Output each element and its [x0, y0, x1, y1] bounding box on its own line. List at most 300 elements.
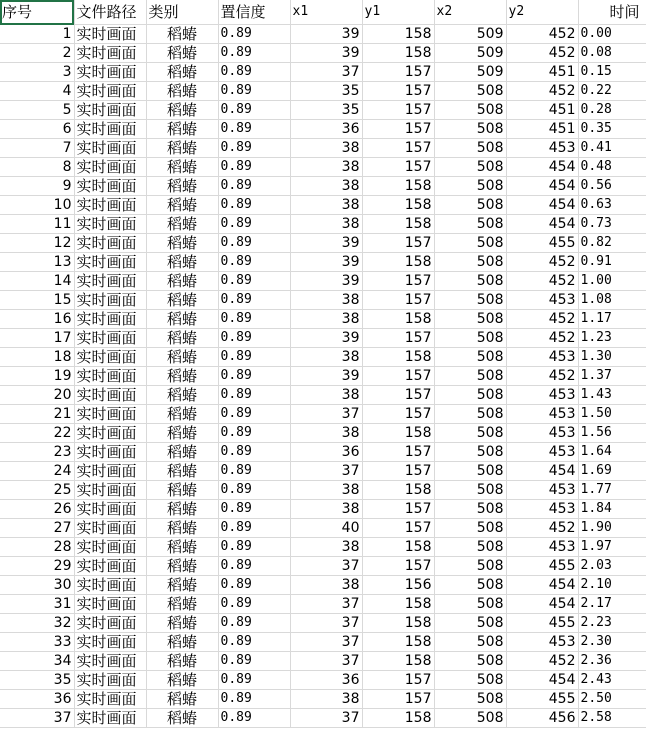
cell-category[interactable]: 稻蝽: [146, 690, 218, 709]
cell-y1[interactable]: 158: [362, 538, 434, 557]
cell-y2[interactable]: 453: [506, 348, 578, 367]
cell-y2[interactable]: 453: [506, 291, 578, 310]
cell-category[interactable]: 稻蝽: [146, 139, 218, 158]
cell-category[interactable]: 稻蝽: [146, 443, 218, 462]
cell-confidence[interactable]: 0.89: [218, 253, 290, 272]
cell-y2[interactable]: 452: [506, 44, 578, 63]
cell-y1[interactable]: 158: [362, 424, 434, 443]
cell-x2[interactable]: 509: [434, 44, 506, 63]
cell-category[interactable]: 稻蝽: [146, 709, 218, 728]
cell-y2[interactable]: 451: [506, 120, 578, 139]
cell-confidence[interactable]: 0.89: [218, 462, 290, 481]
cell-x2[interactable]: 508: [434, 234, 506, 253]
cell-time[interactable]: 1.77: [578, 481, 646, 500]
cell-y2[interactable]: 453: [506, 633, 578, 652]
cell-category[interactable]: 稻蝽: [146, 196, 218, 215]
cell-confidence[interactable]: 0.89: [218, 196, 290, 215]
cell-time[interactable]: 2.36: [578, 652, 646, 671]
cell-file-path[interactable]: 实时画面: [74, 253, 146, 272]
cell-category[interactable]: 稻蝽: [146, 576, 218, 595]
cell-x2[interactable]: 508: [434, 500, 506, 519]
cell-x2[interactable]: 508: [434, 291, 506, 310]
cell-time[interactable]: 1.84: [578, 500, 646, 519]
header-cell-category[interactable]: 类别: [146, 0, 218, 25]
cell-confidence[interactable]: 0.89: [218, 158, 290, 177]
cell-y1[interactable]: 157: [362, 158, 434, 177]
cell-confidence[interactable]: 0.89: [218, 367, 290, 386]
cell-index[interactable]: 18: [0, 348, 74, 367]
cell-index[interactable]: 5: [0, 101, 74, 120]
cell-y1[interactable]: 157: [362, 120, 434, 139]
cell-y2[interactable]: 452: [506, 25, 578, 44]
cell-time[interactable]: 0.41: [578, 139, 646, 158]
cell-file-path[interactable]: 实时画面: [74, 709, 146, 728]
cell-x2[interactable]: 508: [434, 690, 506, 709]
cell-y2[interactable]: 451: [506, 63, 578, 82]
cell-confidence[interactable]: 0.89: [218, 443, 290, 462]
cell-category[interactable]: 稻蝽: [146, 481, 218, 500]
cell-y1[interactable]: 157: [362, 500, 434, 519]
cell-x1[interactable]: 39: [290, 44, 362, 63]
cell-x2[interactable]: 508: [434, 196, 506, 215]
cell-x1[interactable]: 38: [290, 291, 362, 310]
cell-y2[interactable]: 455: [506, 234, 578, 253]
cell-y1[interactable]: 158: [362, 310, 434, 329]
cell-x1[interactable]: 37: [290, 633, 362, 652]
cell-x1[interactable]: 39: [290, 25, 362, 44]
cell-time[interactable]: 2.23: [578, 614, 646, 633]
cell-x2[interactable]: 508: [434, 215, 506, 234]
cell-y2[interactable]: 454: [506, 576, 578, 595]
cell-time[interactable]: 0.91: [578, 253, 646, 272]
cell-y2[interactable]: 452: [506, 329, 578, 348]
cell-x2[interactable]: 508: [434, 519, 506, 538]
cell-confidence[interactable]: 0.89: [218, 519, 290, 538]
cell-index[interactable]: 10: [0, 196, 74, 215]
cell-time[interactable]: 0.56: [578, 177, 646, 196]
cell-confidence[interactable]: 0.89: [218, 614, 290, 633]
cell-category[interactable]: 稻蝽: [146, 63, 218, 82]
cell-confidence[interactable]: 0.89: [218, 63, 290, 82]
cell-index[interactable]: 27: [0, 519, 74, 538]
cell-y2[interactable]: 452: [506, 82, 578, 101]
cell-confidence[interactable]: 0.89: [218, 215, 290, 234]
cell-y1[interactable]: 157: [362, 690, 434, 709]
cell-index[interactable]: 2: [0, 44, 74, 63]
cell-category[interactable]: 稻蝽: [146, 329, 218, 348]
cell-file-path[interactable]: 实时画面: [74, 44, 146, 63]
cell-y1[interactable]: 157: [362, 367, 434, 386]
cell-y1[interactable]: 158: [362, 25, 434, 44]
cell-time[interactable]: 1.64: [578, 443, 646, 462]
cell-confidence[interactable]: 0.89: [218, 386, 290, 405]
cell-file-path[interactable]: 实时画面: [74, 671, 146, 690]
cell-x2[interactable]: 508: [434, 310, 506, 329]
cell-y2[interactable]: 455: [506, 557, 578, 576]
cell-x2[interactable]: 508: [434, 253, 506, 272]
cell-file-path[interactable]: 实时画面: [74, 139, 146, 158]
cell-index[interactable]: 21: [0, 405, 74, 424]
cell-index[interactable]: 30: [0, 576, 74, 595]
cell-index[interactable]: 22: [0, 424, 74, 443]
cell-file-path[interactable]: 实时画面: [74, 462, 146, 481]
cell-file-path[interactable]: 实时画面: [74, 595, 146, 614]
cell-y1[interactable]: 158: [362, 196, 434, 215]
cell-y2[interactable]: 452: [506, 310, 578, 329]
cell-file-path[interactable]: 实时画面: [74, 329, 146, 348]
cell-index[interactable]: 26: [0, 500, 74, 519]
cell-time[interactable]: 2.03: [578, 557, 646, 576]
cell-x2[interactable]: 508: [434, 177, 506, 196]
cell-file-path[interactable]: 实时画面: [74, 272, 146, 291]
cell-time[interactable]: 1.08: [578, 291, 646, 310]
header-cell-confidence[interactable]: 置信度: [218, 0, 290, 25]
cell-file-path[interactable]: 实时画面: [74, 196, 146, 215]
cell-y1[interactable]: 157: [362, 234, 434, 253]
cell-x1[interactable]: 35: [290, 101, 362, 120]
cell-file-path[interactable]: 实时画面: [74, 348, 146, 367]
cell-time[interactable]: 2.43: [578, 671, 646, 690]
cell-time[interactable]: 1.50: [578, 405, 646, 424]
cell-confidence[interactable]: 0.89: [218, 348, 290, 367]
cell-y2[interactable]: 452: [506, 367, 578, 386]
cell-category[interactable]: 稻蝽: [146, 557, 218, 576]
cell-index[interactable]: 11: [0, 215, 74, 234]
cell-y2[interactable]: 452: [506, 652, 578, 671]
header-cell-x2[interactable]: x2: [434, 0, 506, 25]
header-cell-y2[interactable]: y2: [506, 0, 578, 25]
cell-index[interactable]: 19: [0, 367, 74, 386]
cell-x2[interactable]: 508: [434, 443, 506, 462]
cell-file-path[interactable]: 实时画面: [74, 443, 146, 462]
cell-time[interactable]: 0.82: [578, 234, 646, 253]
cell-category[interactable]: 稻蝽: [146, 424, 218, 443]
cell-file-path[interactable]: 实时画面: [74, 690, 146, 709]
cell-file-path[interactable]: 实时画面: [74, 63, 146, 82]
cell-x1[interactable]: 38: [290, 139, 362, 158]
cell-category[interactable]: 稻蝽: [146, 120, 218, 139]
cell-y1[interactable]: 157: [362, 139, 434, 158]
cell-x2[interactable]: 508: [434, 595, 506, 614]
cell-x2[interactable]: 508: [434, 329, 506, 348]
cell-index[interactable]: 14: [0, 272, 74, 291]
cell-y1[interactable]: 157: [362, 462, 434, 481]
cell-x1[interactable]: 38: [290, 500, 362, 519]
cell-index[interactable]: 13: [0, 253, 74, 272]
cell-time[interactable]: 1.69: [578, 462, 646, 481]
cell-index[interactable]: 4: [0, 82, 74, 101]
cell-x1[interactable]: 39: [290, 253, 362, 272]
cell-index[interactable]: 1: [0, 25, 74, 44]
cell-x1[interactable]: 37: [290, 652, 362, 671]
cell-x1[interactable]: 37: [290, 557, 362, 576]
cell-time[interactable]: 2.10: [578, 576, 646, 595]
cell-x1[interactable]: 38: [290, 196, 362, 215]
cell-x2[interactable]: 508: [434, 576, 506, 595]
cell-x2[interactable]: 508: [434, 462, 506, 481]
cell-confidence[interactable]: 0.89: [218, 44, 290, 63]
cell-index[interactable]: 29: [0, 557, 74, 576]
cell-time[interactable]: 0.73: [578, 215, 646, 234]
cell-x2[interactable]: 508: [434, 557, 506, 576]
cell-x1[interactable]: 38: [290, 690, 362, 709]
cell-time[interactable]: 2.58: [578, 709, 646, 728]
cell-confidence[interactable]: 0.89: [218, 557, 290, 576]
cell-x2[interactable]: 508: [434, 82, 506, 101]
cell-confidence[interactable]: 0.89: [218, 25, 290, 44]
cell-category[interactable]: 稻蝽: [146, 595, 218, 614]
cell-file-path[interactable]: 实时画面: [74, 576, 146, 595]
cell-category[interactable]: 稻蝽: [146, 310, 218, 329]
header-cell-index[interactable]: 序号: [0, 0, 74, 25]
cell-y2[interactable]: 454: [506, 177, 578, 196]
cell-y2[interactable]: 451: [506, 101, 578, 120]
cell-y2[interactable]: 453: [506, 500, 578, 519]
cell-y2[interactable]: 453: [506, 424, 578, 443]
cell-y2[interactable]: 454: [506, 158, 578, 177]
cell-time[interactable]: 1.30: [578, 348, 646, 367]
cell-file-path[interactable]: 实时画面: [74, 405, 146, 424]
cell-y1[interactable]: 158: [362, 177, 434, 196]
cell-category[interactable]: 稻蝽: [146, 253, 218, 272]
cell-confidence[interactable]: 0.89: [218, 101, 290, 120]
cell-index[interactable]: 7: [0, 139, 74, 158]
cell-x2[interactable]: 509: [434, 63, 506, 82]
cell-y2[interactable]: 455: [506, 614, 578, 633]
cell-y1[interactable]: 157: [362, 443, 434, 462]
cell-x2[interactable]: 508: [434, 671, 506, 690]
cell-y1[interactable]: 158: [362, 614, 434, 633]
cell-file-path[interactable]: 实时画面: [74, 538, 146, 557]
cell-index[interactable]: 17: [0, 329, 74, 348]
cell-time[interactable]: 1.37: [578, 367, 646, 386]
cell-x1[interactable]: 38: [290, 215, 362, 234]
cell-y2[interactable]: 455: [506, 690, 578, 709]
cell-time[interactable]: 1.56: [578, 424, 646, 443]
cell-confidence[interactable]: 0.89: [218, 291, 290, 310]
cell-y1[interactable]: 157: [362, 405, 434, 424]
cell-file-path[interactable]: 实时画面: [74, 367, 146, 386]
cell-index[interactable]: 31: [0, 595, 74, 614]
cell-file-path[interactable]: 实时画面: [74, 120, 146, 139]
cell-y2[interactable]: 452: [506, 253, 578, 272]
cell-x2[interactable]: 508: [434, 481, 506, 500]
cell-confidence[interactable]: 0.89: [218, 595, 290, 614]
cell-time[interactable]: 0.15: [578, 63, 646, 82]
cell-time[interactable]: 0.00: [578, 25, 646, 44]
cell-file-path[interactable]: 实时画面: [74, 614, 146, 633]
cell-y1[interactable]: 157: [362, 101, 434, 120]
cell-category[interactable]: 稻蝽: [146, 538, 218, 557]
cell-time[interactable]: 0.28: [578, 101, 646, 120]
cell-time[interactable]: 1.00: [578, 272, 646, 291]
cell-y2[interactable]: 452: [506, 519, 578, 538]
cell-category[interactable]: 稻蝽: [146, 462, 218, 481]
cell-category[interactable]: 稻蝽: [146, 234, 218, 253]
cell-x1[interactable]: 37: [290, 595, 362, 614]
cell-time[interactable]: 1.97: [578, 538, 646, 557]
cell-confidence[interactable]: 0.89: [218, 177, 290, 196]
cell-index[interactable]: 6: [0, 120, 74, 139]
cell-file-path[interactable]: 实时画面: [74, 158, 146, 177]
cell-confidence[interactable]: 0.89: [218, 272, 290, 291]
cell-time[interactable]: 0.63: [578, 196, 646, 215]
cell-category[interactable]: 稻蝽: [146, 272, 218, 291]
cell-time[interactable]: 0.35: [578, 120, 646, 139]
cell-confidence[interactable]: 0.89: [218, 671, 290, 690]
cell-y2[interactable]: 453: [506, 481, 578, 500]
cell-time[interactable]: 1.90: [578, 519, 646, 538]
cell-category[interactable]: 稻蝽: [146, 671, 218, 690]
cell-y1[interactable]: 157: [362, 272, 434, 291]
cell-x2[interactable]: 508: [434, 709, 506, 728]
cell-index[interactable]: 35: [0, 671, 74, 690]
cell-confidence[interactable]: 0.89: [218, 500, 290, 519]
cell-file-path[interactable]: 实时画面: [74, 101, 146, 120]
cell-x2[interactable]: 508: [434, 348, 506, 367]
cell-file-path[interactable]: 实时画面: [74, 386, 146, 405]
cell-category[interactable]: 稻蝽: [146, 82, 218, 101]
cell-x1[interactable]: 38: [290, 177, 362, 196]
cell-index[interactable]: 12: [0, 234, 74, 253]
cell-time[interactable]: 0.48: [578, 158, 646, 177]
cell-y1[interactable]: 158: [362, 633, 434, 652]
cell-file-path[interactable]: 实时画面: [74, 424, 146, 443]
cell-y1[interactable]: 158: [362, 595, 434, 614]
cell-x2[interactable]: 508: [434, 386, 506, 405]
cell-x1[interactable]: 37: [290, 709, 362, 728]
cell-index[interactable]: 37: [0, 709, 74, 728]
cell-y2[interactable]: 454: [506, 196, 578, 215]
cell-confidence[interactable]: 0.89: [218, 82, 290, 101]
cell-file-path[interactable]: 实时画面: [74, 25, 146, 44]
cell-file-path[interactable]: 实时画面: [74, 291, 146, 310]
cell-y1[interactable]: 158: [362, 709, 434, 728]
cell-category[interactable]: 稻蝽: [146, 614, 218, 633]
cell-file-path[interactable]: 实时画面: [74, 557, 146, 576]
cell-confidence[interactable]: 0.89: [218, 709, 290, 728]
cell-file-path[interactable]: 实时画面: [74, 633, 146, 652]
cell-y1[interactable]: 158: [362, 652, 434, 671]
cell-x1[interactable]: 38: [290, 348, 362, 367]
cell-y2[interactable]: 453: [506, 386, 578, 405]
cell-index[interactable]: 8: [0, 158, 74, 177]
cell-x1[interactable]: 38: [290, 481, 362, 500]
cell-y2[interactable]: 452: [506, 272, 578, 291]
cell-x1[interactable]: 37: [290, 462, 362, 481]
cell-x1[interactable]: 40: [290, 519, 362, 538]
cell-x2[interactable]: 508: [434, 538, 506, 557]
cell-x2[interactable]: 508: [434, 120, 506, 139]
cell-confidence[interactable]: 0.89: [218, 329, 290, 348]
cell-confidence[interactable]: 0.89: [218, 139, 290, 158]
cell-time[interactable]: 1.17: [578, 310, 646, 329]
cell-x2[interactable]: 508: [434, 614, 506, 633]
cell-index[interactable]: 16: [0, 310, 74, 329]
cell-file-path[interactable]: 实时画面: [74, 215, 146, 234]
cell-confidence[interactable]: 0.89: [218, 310, 290, 329]
header-cell-file-path[interactable]: 文件路径: [74, 0, 146, 25]
cell-x1[interactable]: 38: [290, 424, 362, 443]
cell-category[interactable]: 稻蝽: [146, 177, 218, 196]
cell-index[interactable]: 15: [0, 291, 74, 310]
cell-y1[interactable]: 157: [362, 557, 434, 576]
cell-time[interactable]: 1.43: [578, 386, 646, 405]
cell-time[interactable]: 1.23: [578, 329, 646, 348]
cell-x1[interactable]: 39: [290, 329, 362, 348]
cell-file-path[interactable]: 实时画面: [74, 82, 146, 101]
cell-x1[interactable]: 38: [290, 158, 362, 177]
cell-x1[interactable]: 37: [290, 63, 362, 82]
cell-time[interactable]: 0.22: [578, 82, 646, 101]
cell-y1[interactable]: 157: [362, 329, 434, 348]
cell-x2[interactable]: 508: [434, 367, 506, 386]
cell-y2[interactable]: 454: [506, 671, 578, 690]
cell-category[interactable]: 稻蝽: [146, 348, 218, 367]
cell-index[interactable]: 9: [0, 177, 74, 196]
cell-x1[interactable]: 39: [290, 367, 362, 386]
cell-y2[interactable]: 456: [506, 709, 578, 728]
cell-confidence[interactable]: 0.89: [218, 481, 290, 500]
cell-file-path[interactable]: 实时画面: [74, 500, 146, 519]
cell-category[interactable]: 稻蝽: [146, 633, 218, 652]
cell-file-path[interactable]: 实时画面: [74, 652, 146, 671]
cell-x2[interactable]: 508: [434, 272, 506, 291]
cell-confidence[interactable]: 0.89: [218, 405, 290, 424]
cell-y2[interactable]: 454: [506, 215, 578, 234]
cell-confidence[interactable]: 0.89: [218, 120, 290, 139]
cell-x1[interactable]: 38: [290, 386, 362, 405]
cell-confidence[interactable]: 0.89: [218, 576, 290, 595]
cell-y1[interactable]: 157: [362, 82, 434, 101]
cell-y2[interactable]: 453: [506, 139, 578, 158]
cell-y1[interactable]: 158: [362, 215, 434, 234]
cell-y2[interactable]: 453: [506, 405, 578, 424]
cell-category[interactable]: 稻蝽: [146, 652, 218, 671]
cell-y1[interactable]: 157: [362, 671, 434, 690]
cell-x1[interactable]: 36: [290, 443, 362, 462]
cell-y1[interactable]: 156: [362, 576, 434, 595]
cell-time[interactable]: 2.30: [578, 633, 646, 652]
cell-x1[interactable]: 38: [290, 538, 362, 557]
cell-x2[interactable]: 508: [434, 139, 506, 158]
cell-y2[interactable]: 454: [506, 462, 578, 481]
cell-x1[interactable]: 37: [290, 614, 362, 633]
cell-index[interactable]: 24: [0, 462, 74, 481]
cell-y1[interactable]: 157: [362, 519, 434, 538]
cell-y1[interactable]: 158: [362, 44, 434, 63]
cell-index[interactable]: 34: [0, 652, 74, 671]
cell-confidence[interactable]: 0.89: [218, 538, 290, 557]
cell-y1[interactable]: 157: [362, 63, 434, 82]
cell-index[interactable]: 3: [0, 63, 74, 82]
cell-x2[interactable]: 508: [434, 158, 506, 177]
cell-index[interactable]: 33: [0, 633, 74, 652]
cell-index[interactable]: 20: [0, 386, 74, 405]
cell-y2[interactable]: 453: [506, 538, 578, 557]
cell-confidence[interactable]: 0.89: [218, 652, 290, 671]
cell-x1[interactable]: 35: [290, 82, 362, 101]
cell-category[interactable]: 稻蝽: [146, 25, 218, 44]
cell-y1[interactable]: 158: [362, 481, 434, 500]
cell-category[interactable]: 稻蝽: [146, 291, 218, 310]
cell-y2[interactable]: 454: [506, 595, 578, 614]
cell-index[interactable]: 28: [0, 538, 74, 557]
cell-x1[interactable]: 36: [290, 671, 362, 690]
cell-confidence[interactable]: 0.89: [218, 690, 290, 709]
cell-x2[interactable]: 508: [434, 101, 506, 120]
cell-index[interactable]: 23: [0, 443, 74, 462]
